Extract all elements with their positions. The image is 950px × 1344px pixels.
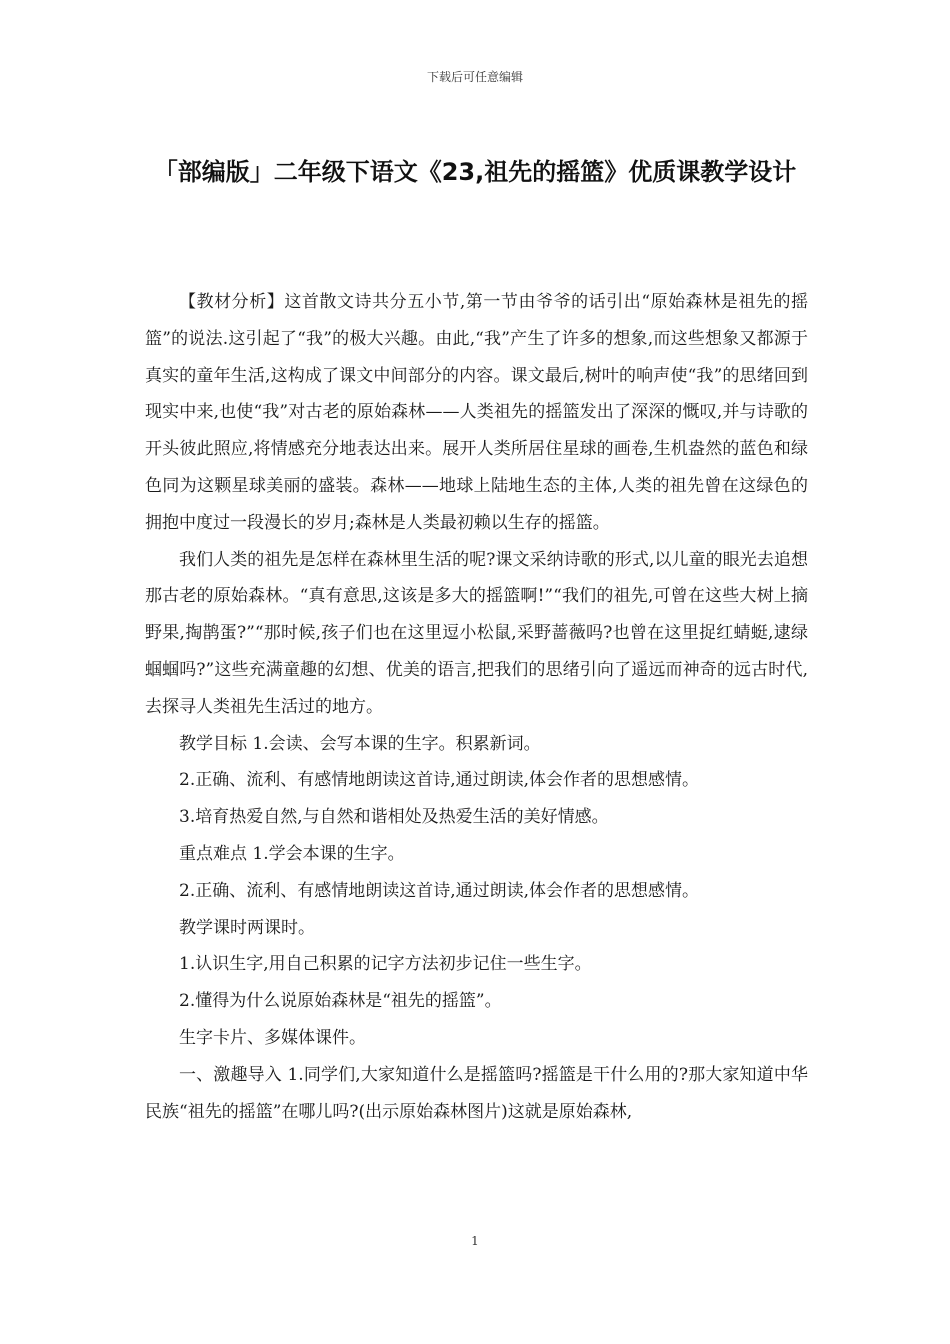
paragraph-class-hours: 教学课时两课时。 (179, 917, 315, 938)
paragraph-ancestors: 我们人类的祖先是怎样在森林里生活的呢?课文采纳诗歌的形式,以儿童的眼光去追想那古老的原始森林。“真有意思,这该是多大的摇篮啊!”“我们的祖先,可曾在这些大树上摘野果,掏鹊蛋?”“那时候,孩子们也在这里逗小松鼠,采野蔷薇吗?也曾在这里捉红蜻蜓,逮绿蝈蝈吗?”这些充满童趣的幻想、优美的语言,把我们的思绪引向了遥远而神奇的远古时代,去探寻人类祖先生活过的地方。 (145, 549, 808, 717)
paragraph-materials: 生字卡片、多媒体课件。 (179, 1027, 366, 1048)
paragraph-teaching-goal-1: 教学目标 1.会读、会写本课的生字。积累新词。 (179, 733, 541, 754)
paragraph-step-2: 2.懂得为什么说原始森林是“祖先的摇篮”。 (179, 991, 502, 1012)
document-title: 「部编版」二年级下语文《23,祖先的摇篮》优质课教学设计 (153, 158, 797, 186)
paragraph-step-1: 1.认识生字,用自己积累的记字方法初步记住一些生字。 (179, 954, 592, 975)
paragraph-key-points-2: 2.正确、流利、有感情地朗读这首诗,通过朗读,体会作者的思想感情。 (179, 880, 700, 901)
paragraph-teaching-goal-2: 2.正确、流利、有感情地朗读这首诗,通过朗读,体会作者的思想感情。 (179, 770, 700, 791)
page-number: 1 (471, 1234, 479, 1248)
document-body (145, 284, 808, 1130)
paragraph-key-points-1: 重点难点 1.学会本课的生字。 (179, 843, 405, 864)
paragraph-teaching-goal-3: 3.培育热爱自然,与自然和谐相处及热爱生活的美好情感。 (179, 807, 609, 828)
paragraph-introduction: 一、激趣导入 1.同学们,大家知道什么是摇篮吗?摇篮是干什么用的?那大家知道中华民族“祖先的摇篮”在哪儿吗?(出示原始森林图片)这就是原始森林, (145, 1064, 808, 1122)
header-note: 下载后可任意编辑 (426, 70, 523, 84)
paragraph-textbook-analysis: 【教材分析】这首散文诗共分五小节,第一节由爷爷的话引出“原始森林是祖先的摇篮”的说法.这引起了“我”的极大兴趣。由此,“我”产生了许多的想象,而这些想象又都源于真实的童年生活,这构成了课文中间部分的内容。课文最后,树叶的响声使“我”的思绪回到现实中来,也使“我”对古老的原始森林——人类祖先的摇篮发出了深深的慨叹,并与诗歌的开头彼此照应,将情感充分地表达出来。展开人类所居住星球的画卷,生机盎然的蓝色和绿色同为这颗星球美丽的盛装。森林——地球上陆地生态的主体,人类的祖先曾在这绿色的拥抱中度过一段漫长的岁月;森林是人类最初赖以生存的摇篮。 (145, 292, 808, 533)
